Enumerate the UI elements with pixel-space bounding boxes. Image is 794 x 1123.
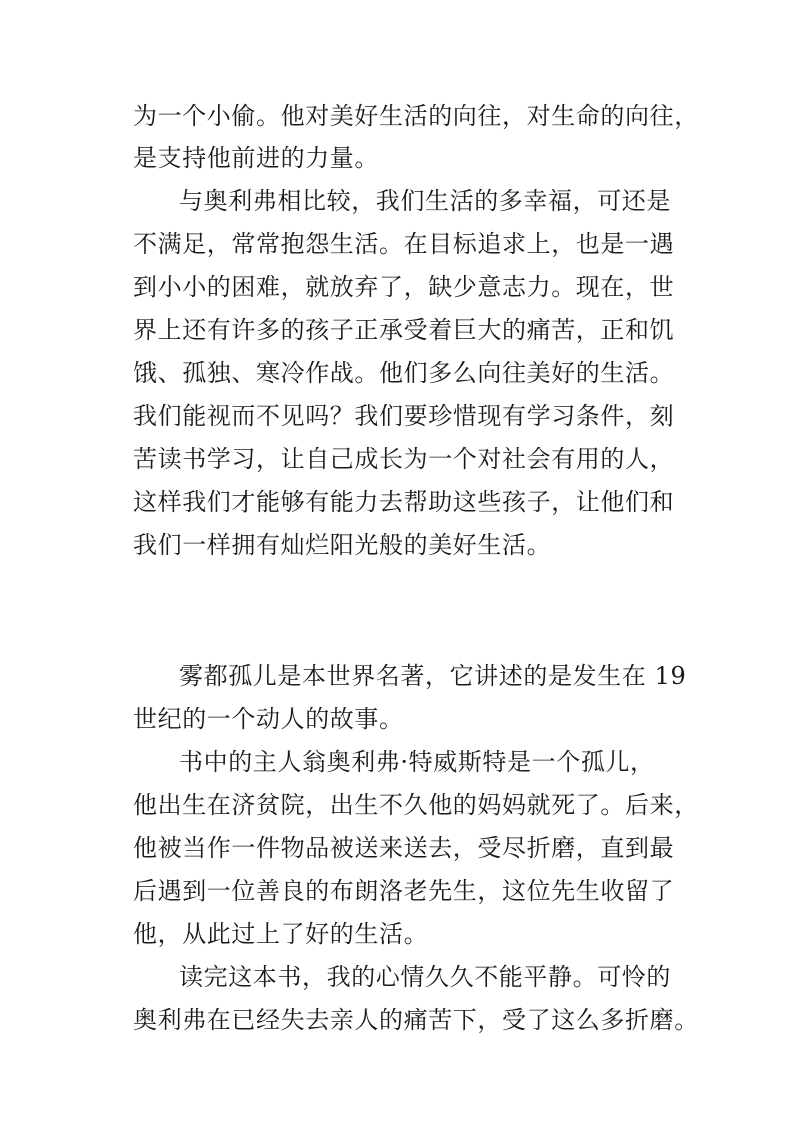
paragraph-line: 奥利弗在已经失去亲人的痛苦下，受了这么多折磨。 [133,1006,699,1034]
paragraph-line: 苦读书学习，让自己成长为一个对社会有用的人， [133,445,675,473]
paragraph-line: 饿、孤独、寒冷作战。他们多么向往美好的生活。 [133,359,675,387]
paragraph-line: 与奥利弗相比较，我们生活的多幸福，可还是 [179,187,671,215]
paragraph-line: 到小小的困难，就放弃了，缺少意志力。现在，世 [133,273,675,301]
paragraph-line: 我们一样拥有灿烂阳光般的美好生活。 [133,531,552,559]
paragraph-line: 这样我们才能够有能力去帮助这些孩子，让他们和 [133,488,675,516]
paragraph-line: 后遇到一位善良的布朗洛老先生，这位先生收留了 [133,877,675,905]
paragraph-line: 为一个小偷。他对美好生活的向往，对生命的向往， [133,102,699,130]
paragraph-line: 他被当作一件物品被送来送去，受尽折磨，直到最 [133,834,675,862]
paragraph-line: 书中的主人翁奥利弗·特威斯特是一个孤儿， [179,748,655,776]
paragraph-line: 我们能视而不见吗？我们要珍惜现有学习条件，刻 [133,402,675,430]
paragraph-line: 不满足，常常抱怨生活。在目标追求上，也是一遇 [133,230,675,258]
paragraph-line: 雾都孤儿是本世界名著，它讲述的是发生在 19 [179,662,687,690]
paragraph-line: 世纪的一个动人的故事。 [133,705,404,733]
paragraph-line: 界上还有许多的孩子正承受着巨大的痛苦，正和饥 [133,316,675,344]
paragraph-line: 读完这本书，我的心情久久不能平静。可怜的 [179,963,671,991]
paragraph-line: 他，从此过上了好的生活。 [133,920,429,948]
paragraph-line: 他出生在济贫院，出生不久他的妈妈就死了。后来， [133,791,699,819]
paragraph-line: 是支持他前进的力量。 [133,144,379,172]
